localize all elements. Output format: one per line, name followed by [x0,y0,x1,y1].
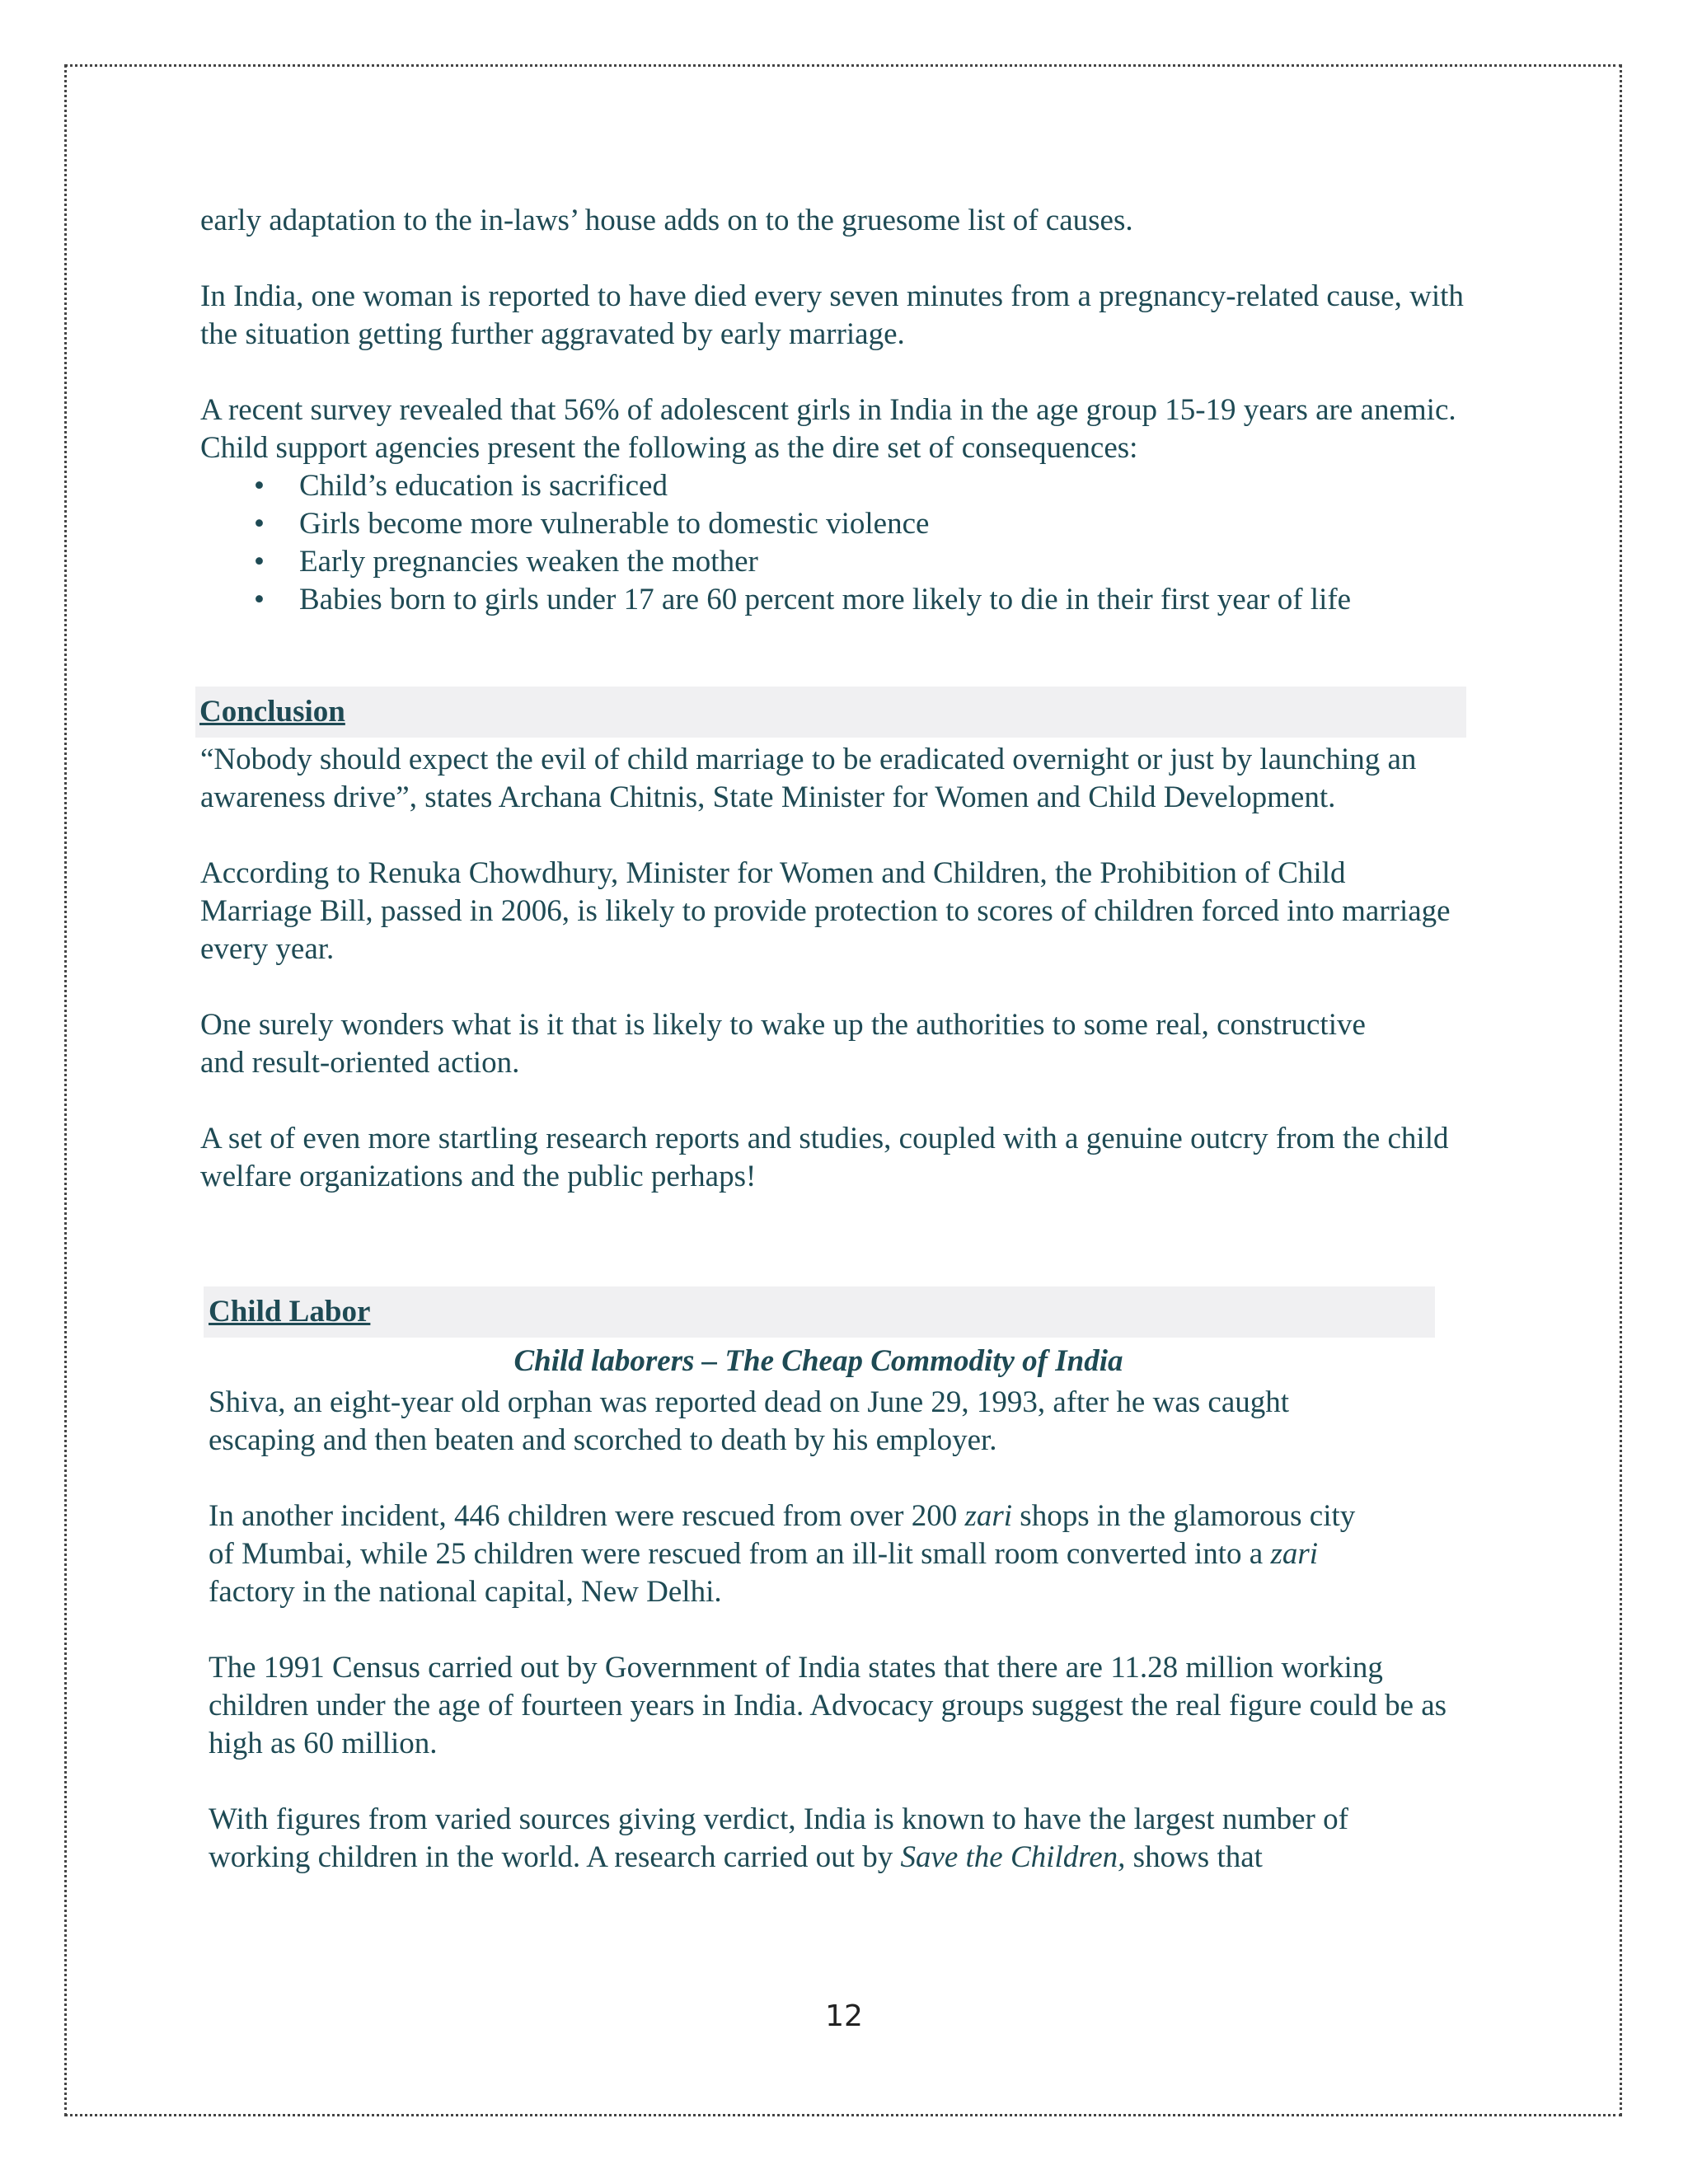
paragraph: early adaptation to the in-laws’ house adds on to the gruesome list of causes. [200,204,1133,237]
section-heading-text: Conclusion [199,695,345,729]
paragraph: In another incident, 446 children were rescued from over 200 zari shops in the glamorous city of Mumbai, while 25 children were rescued from an ill-lit small room converted into a zari factory in the national capital, New Delhi. [209,1499,1356,1609]
section-heading-conclusion [195,687,1466,738]
paragraph: Shiva, an eight-year old orphan was reported dead on June 29, 1993, after he was caught escaping and then beaten and scorched to death by his employer. [209,1385,1290,1457]
paragraph: One surely wonders what is it that is likely to wake up the authorities to some real, constructive and result-oriented action. [200,1008,1366,1080]
list-item: • Girls become more vulnerable to domestic violence [254,505,1486,543]
section-heading-child-labor [204,1286,1435,1338]
list-item: • Early pregnancies weaken the mother [254,543,1486,581]
list-item: • Babies born to girls under 17 are 60 percent more likely to die in their first year of life [254,581,1486,619]
paragraph: A set of even more startling research reports and studies, coupled with a genuine outcry from the child welfare organizations and the public perhaps! [200,1122,1449,1193]
paragraph: In India, one woman is reported to have died every seven minutes from a pregnancy-related cause, with the situation getting further aggravated by early marriage. [200,279,1464,351]
section-heading-text: Child Labor [209,1295,371,1329]
paragraph: With figures from varied sources giving verdict, India is known to have the largest number of working children in the world. A research carried out by Save the Children, shows that [209,1802,1348,1874]
document-body [200,202,1486,1877]
paragraph: “Nobody should expect the evil of child marriage to be eradicated overnight or just by launching an awareness drive”, states Archana Chitnis, State Minister for Women and Child Development. [200,743,1417,814]
italic-term: zari [964,1499,1013,1533]
paragraph: A recent survey revealed that 56% of adolescent girls in India in the age group 15-19 years are anemic. Child support agencies present the following as the dire set of consequences: [200,393,1456,465]
paragraph: According to Renuka Chowdhury, Minister for Women and Children, the Prohibition of Child Marriage Bill, passed in 2006, is likely to provide protection to scores of children forced into marriage every year. [200,856,1451,966]
organization-name: Save the Children, [900,1840,1126,1874]
section-subtitle: Child laborers – The Cheap Commodity of India [513,1344,1123,1378]
paragraph: The 1991 Census carried out by Government of India states that there are 11.28 million working children under the age of fourteen years in India. Advocacy groups suggest the real figure could be as high as 60 million. [209,1651,1447,1760]
page-number: 12 [825,1999,863,2033]
consequences-list [200,467,1486,619]
list-item: • Child’s education is sacrificed [254,467,1486,505]
italic-term: zari [1270,1537,1319,1571]
